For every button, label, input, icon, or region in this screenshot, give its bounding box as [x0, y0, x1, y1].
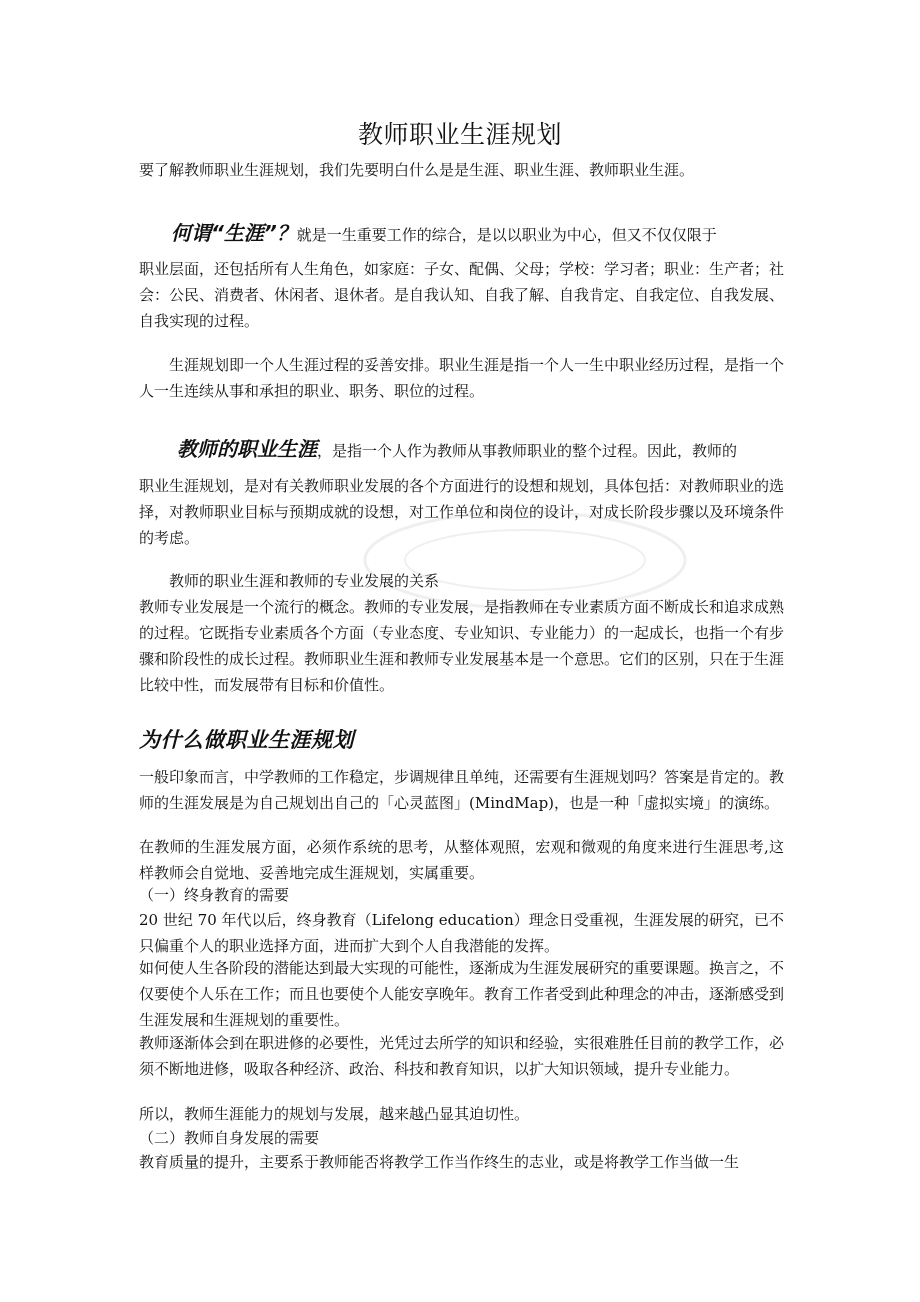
document-title: 教师职业生涯规划: [357, 120, 562, 149]
section1-first-line-rest: 就是一生重要工作的综合，是以以职业为中心，但又不仅仅限于: [296, 226, 717, 244]
section1-first-line: [139, 220, 789, 248]
why-heading: 为什么做职业生涯规划: [139, 728, 354, 752]
section1-label: 何谓“生涯”？: [171, 221, 297, 245]
section2-label: 教师的职业生涯: [177, 437, 317, 461]
why-p6: 所以，教师生涯能力的规划与发展，越来越凸显其迫切性。: [139, 1105, 530, 1123]
section2-first-line: [139, 436, 789, 464]
section1-continuation: 职业层面，还包括所有人生角色，如家庭：子女、配偶、父母；学校：学习者；职业：生产者；社会：公民、消费者、休闲者、退休者。是自我认知、自我了解、自我肯定、自我定位、自我发展、自我实现的过程。: [139, 260, 785, 330]
relation-subtitle: 教师的职业生涯和教师的专业发展的关系: [169, 572, 440, 590]
section1-para2: 生涯规划即一个人生涯过程的妥善安排。职业生涯是指一个人一生中职业经历过程，是指一个人一生连续从事和承担的职业、职务、职位的过程。: [139, 356, 785, 400]
why-p3: 20 世纪 70 年代以后，终身教育（Lifelong education）理念日受重视，生涯发展的研究，已不只偏重个人的职业选择方面，进而扩大到个人自我潜能的发挥。: [139, 911, 784, 955]
why-p5: 教师逐渐体会到在职进修的必要性，光凭过去所学的知识和经验，实很难胜任目前的教学工作，必须不断地进修，吸取各种经济、政治、科技和教育知识，以扩大知识领域，提升专业能力。: [139, 1034, 785, 1078]
relation-body: 教师专业发展是一个流行的概念。教师的专业发展，是指教师在专业素质方面不断成长和追求成熟的过程。它既指专业素质各个方面（专业态度、专业知识、专业能力）的一起成长，也指一个有步骤和阶段性的成长过程。教师职业生涯和教师专业发展基本是一个意思。它们的区别，只在于生涯比较中性，而发展带有目标和价值性。: [139, 598, 785, 694]
section2-first-line-rest: ，是指一个人作为教师从事教师职业的整个过程。因此，教师的: [317, 442, 738, 460]
intro-paragraph: 要了解教师职业生涯规划，我们先要明白什么是是生涯、职业生涯、教师职业生涯。: [139, 161, 695, 179]
section2-continuation: 职业生涯规划，是对有关教师职业发展的各个方面进行的设想和规划，具体包括：对教师职业的选择，对教师职业目标与预期成就的设想，对工作单位和岗位的设计，对成长阶段步骤以及环境条件的考虑。: [139, 477, 785, 547]
why-p4: 如何使人生各阶段的潜能达到最大实现的可能性，逐渐成为生涯发展研究的重要课题。换言之，不仅要使个人乐在工作；而且也要使个人能安享晚年。教育工作者受到此种理念的冲击，逐渐感受到生涯发展和生涯规划的重要性。: [139, 959, 785, 1029]
why-sub1: （一）终身教育的需要: [139, 886, 290, 904]
why-sub2: （二）教师自身发展的需要: [139, 1129, 320, 1147]
why-p2: 在教师的生涯发展方面，必须作系统的思考，从整体观照，宏观和微观的角度来进行生涯思考,这样教师会自觉地、妥善地完成生涯规划，实属重要。: [139, 838, 784, 882]
why-p7: 教育质量的提升，主要系于教师能否将教学工作当作终生的志业，或是将教学工作当做一生: [139, 1153, 740, 1171]
why-p1: 一般印象而言，中学教师的工作稳定，步调规律且单纯，还需要有生涯规划吗？答案是肯定的。教师的生涯发展是为自己规划出自己的「心灵蓝图」(MindMap)，也是一种「虚拟实境」的演练。: [139, 768, 785, 812]
